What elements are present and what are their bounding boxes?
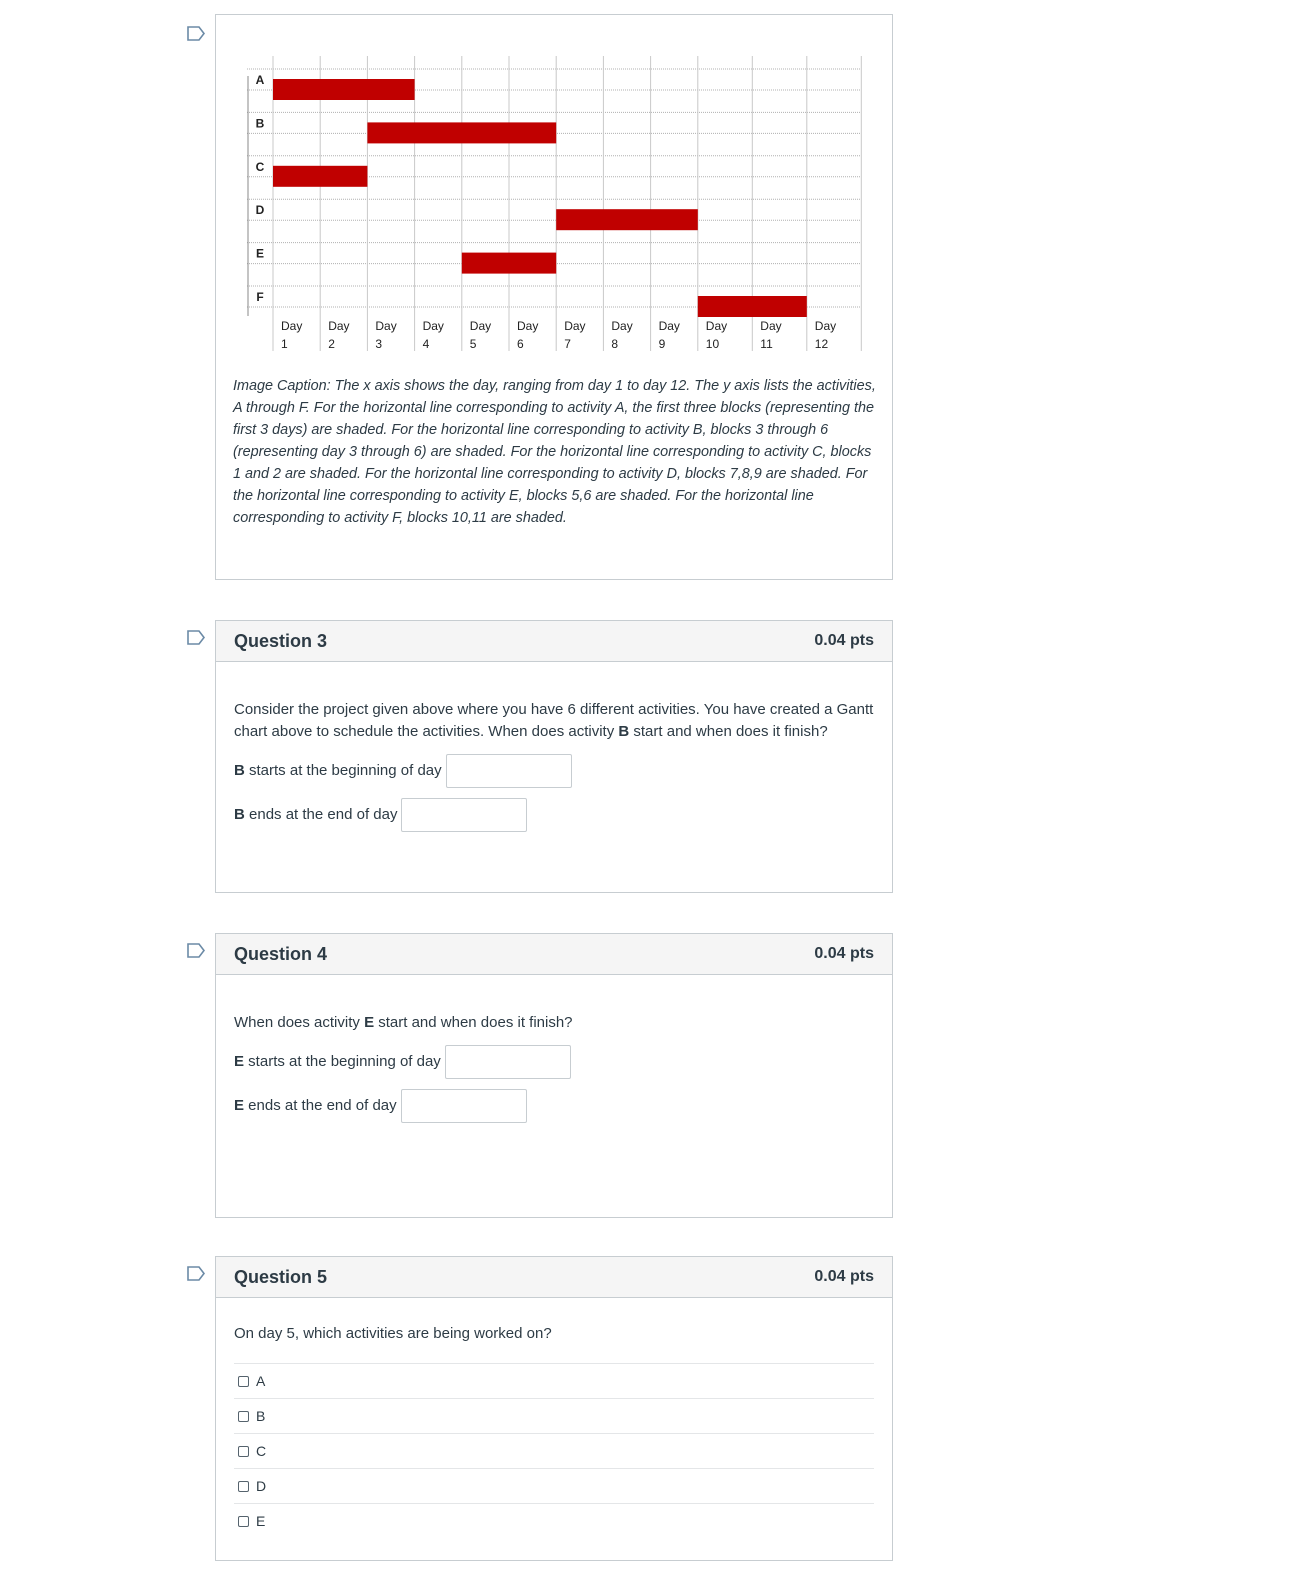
question-text-part: Consider the project given above where you have 6 different activities. You have created a Gantt chart above to schedule the activities. When does activity (234, 701, 874, 740)
question-4-header (216, 934, 892, 975)
activity-label: E (234, 1053, 245, 1070)
question-4-card (215, 933, 893, 1218)
activity-label-f: F (256, 290, 264, 304)
checkbox[interactable] (238, 1376, 249, 1387)
question-points: 0.04 pts (814, 1268, 874, 1285)
end-day-input[interactable] (401, 1089, 527, 1123)
day-label-word: Day (564, 319, 586, 333)
question-points: 0.04 pts (814, 945, 874, 962)
activity-label-c: C (255, 159, 265, 174)
option-label[interactable]: C (256, 1443, 267, 1459)
option-label[interactable]: D (256, 1478, 267, 1494)
end-day-label: ends at the end of day (244, 1097, 397, 1114)
day-label-word: Day (422, 319, 444, 333)
question-text-bold: E (364, 1014, 375, 1031)
question-3-body (216, 699, 892, 832)
day-label-number: 5 (469, 337, 477, 351)
day-label-number: 11 (760, 337, 773, 351)
day-label-number: 2 (328, 337, 335, 351)
day-label-word: Day (328, 319, 350, 333)
day-label-word: Day (611, 319, 633, 333)
bar-activity-c (273, 166, 367, 187)
question-3-card (215, 620, 893, 893)
question-3-header (216, 621, 892, 662)
answer-option-b[interactable] (234, 1398, 874, 1433)
activity-label: B (234, 806, 245, 823)
option-label[interactable]: B (256, 1408, 266, 1424)
question-text (234, 1012, 874, 1034)
flag-question-icon[interactable] (187, 630, 205, 645)
day-label-word: Day (705, 319, 728, 333)
start-day-row (234, 754, 874, 788)
bar-activity-d (556, 209, 698, 230)
day-label-word: Day (814, 319, 837, 333)
day-label-number: 8 (611, 337, 619, 351)
flag-question-icon[interactable] (187, 1266, 205, 1281)
gantt-chart-svg (247, 56, 863, 356)
activity-label: E (234, 1097, 245, 1114)
checkbox[interactable] (238, 1481, 249, 1492)
bar-activity-a (273, 79, 415, 100)
question-text: On day 5, which activities are being worked on? (234, 1325, 552, 1342)
question-text-part: When does activity (234, 1014, 365, 1031)
activity-label-b: B (255, 116, 265, 131)
answer-option-a[interactable] (234, 1363, 874, 1398)
day-label-word: Day (658, 319, 680, 333)
image-caption: Image Caption: The x axis shows the day, ranging from day 1 to day 12. The y axis lists the activities, A through F. For the horizontal line corresponding to activity A, the first three blocks (representing the first 3 days) are shaded. For the horizontal line corresponding to activity B, blocks 3 through 6 (representing day 3 through 6) are shaded. For the horizontal line corresponding to activity C, blocks 1 and 2 are shaded. For the horizontal line corresponding to activity D, blocks 7,8,9 are shaded. For the horizontal line corresponding to activity E, blocks 5,6 are shaded. For the horizontal line corresponding to activity F, blocks 10,11 are shaded. (233, 378, 876, 526)
day-label-number: 3 (375, 337, 383, 351)
day-label-word: Day (375, 319, 397, 333)
day-label-number: 1 (281, 337, 288, 351)
question-5-header (216, 1257, 892, 1298)
start-day-input[interactable] (446, 754, 572, 788)
checkbox[interactable] (238, 1516, 249, 1527)
day-label-word: Day (281, 319, 303, 333)
bar-activity-f (698, 296, 807, 317)
gantt-chart (247, 56, 863, 356)
question-title: Question 4 (234, 943, 328, 964)
flag-question-icon[interactable] (187, 26, 205, 41)
question-title: Question 3 (234, 630, 328, 651)
question-points: 0.04 pts (814, 632, 874, 649)
option-label[interactable]: A (256, 1373, 266, 1389)
start-day-label: starts at the beginning of day (244, 762, 442, 779)
day-label-number: 12 (814, 337, 829, 351)
day-label-word: Day (517, 319, 539, 333)
checkbox[interactable] (238, 1411, 249, 1422)
end-day-row (234, 1089, 874, 1123)
question-text-part: start and when does it finish? (374, 1014, 573, 1031)
checkbox[interactable] (238, 1446, 249, 1457)
day-label-number: 7 (564, 337, 571, 351)
question-text-bold: B (618, 723, 630, 740)
question-title: Question 5 (234, 1266, 328, 1287)
day-label-number: 9 (658, 337, 666, 351)
start-day-label: starts at the beginning of day (244, 1053, 441, 1070)
flag-question-icon[interactable] (187, 943, 205, 958)
day-label-word: Day (469, 319, 492, 333)
bar-activity-b (367, 122, 556, 143)
question-5-body (216, 1323, 892, 1538)
question-4-body (216, 1012, 892, 1123)
bar-activity-e (462, 253, 556, 274)
question-5-card (215, 1256, 893, 1561)
activity-label-e: E (255, 246, 265, 261)
end-day-row (234, 798, 874, 832)
day-label-number: 4 (422, 337, 430, 351)
day-label-number: 6 (517, 337, 524, 351)
start-day-row (234, 1045, 874, 1079)
question-text-part: start and when does it finish? (629, 723, 828, 740)
start-day-input[interactable] (445, 1045, 571, 1079)
option-label[interactable]: E (256, 1513, 266, 1529)
answer-option-d[interactable] (234, 1468, 874, 1503)
day-label-number: 10 (705, 337, 720, 351)
activity-label-d: D (255, 203, 265, 218)
activity-label-a: A (255, 73, 265, 87)
day-label-word: Day (760, 319, 782, 333)
end-day-input[interactable] (401, 798, 527, 832)
answer-option-c[interactable] (234, 1433, 874, 1468)
activity-label: B (234, 762, 245, 779)
end-day-label: ends at the end of day (244, 806, 398, 823)
question-text (234, 699, 874, 743)
answer-option-e[interactable] (234, 1503, 874, 1538)
